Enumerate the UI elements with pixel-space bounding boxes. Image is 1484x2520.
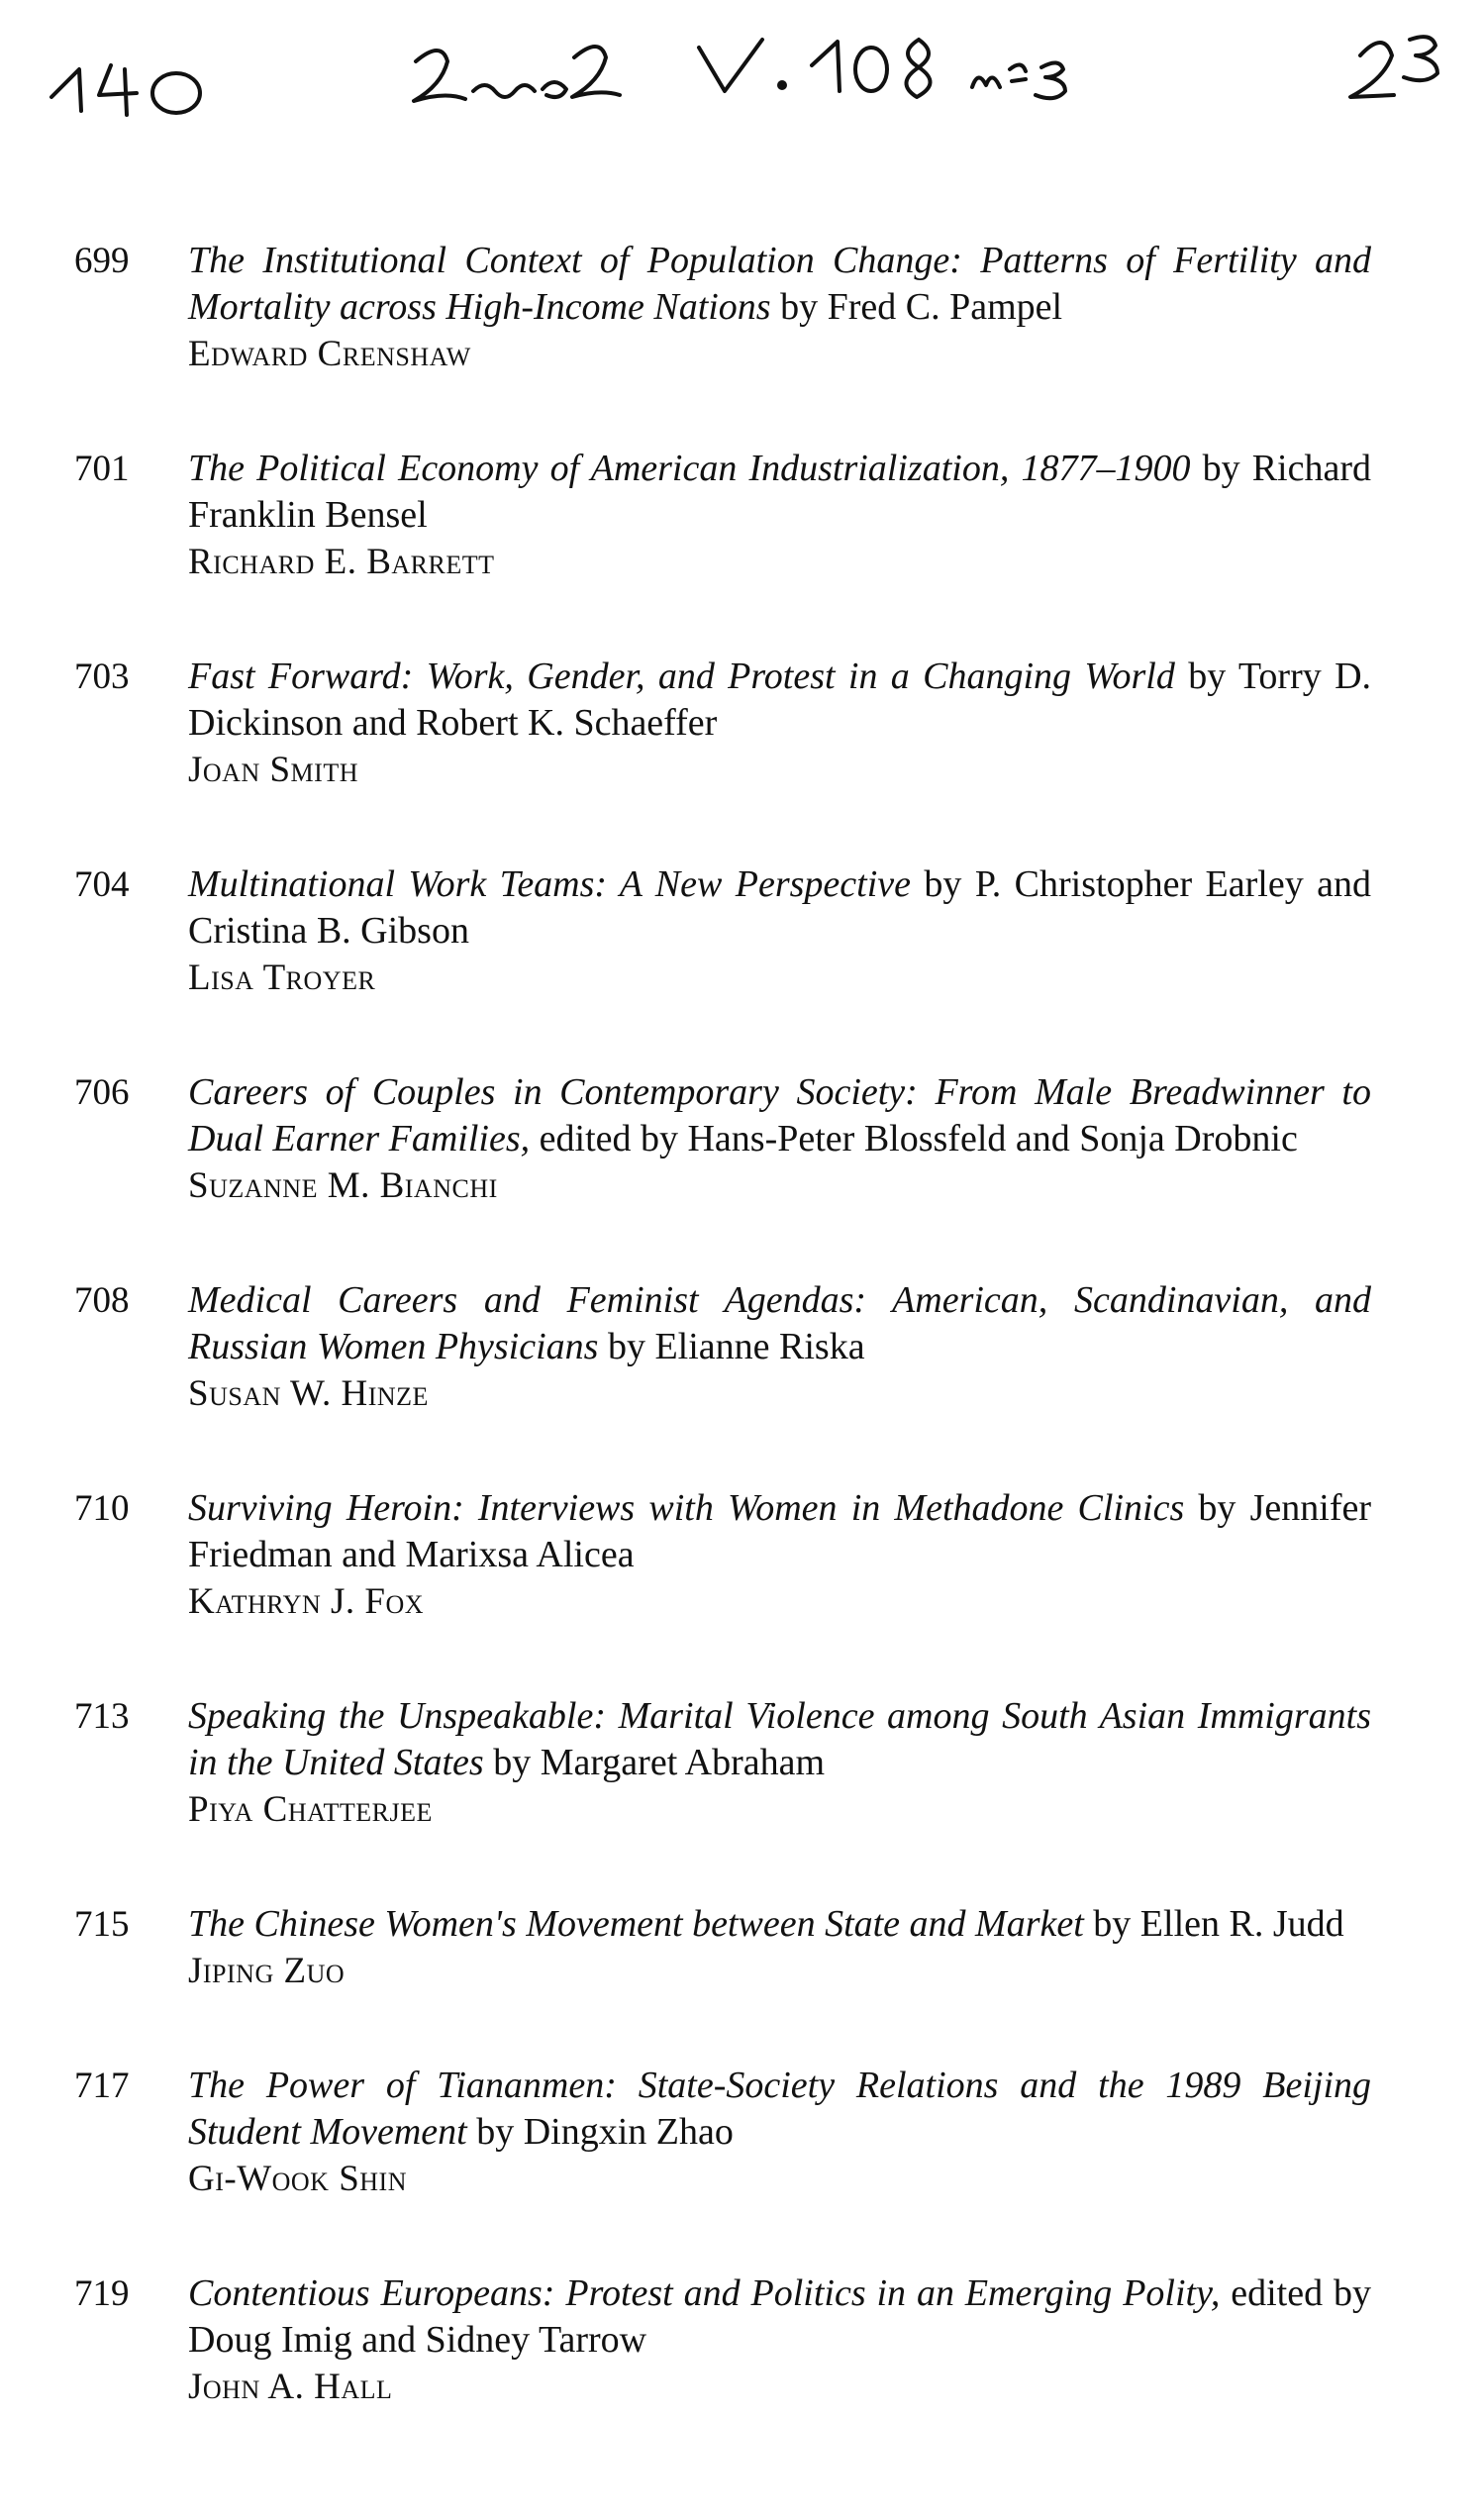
page-number: 713 (74, 1696, 130, 1737)
book-byline: by P. Christopher Earley and Cristina B. Gibson (188, 863, 1371, 952)
book-title: The Institutional Context of Population Change: Patterns of Fertility and Mortality across High-Income Nations (188, 240, 1371, 328)
entry-text (188, 1901, 1371, 1994)
page-number: 699 (74, 241, 130, 281)
page-number: 717 (74, 2066, 130, 2106)
page-number: 706 (74, 1072, 130, 1113)
entry-text (188, 861, 1371, 1001)
page-number: 719 (74, 2273, 130, 2314)
reviewer-name: Suzanne M. Bianchi (188, 1165, 498, 1206)
book-byline: by Ellen R. Judd (1083, 1903, 1344, 1945)
reviewer-name: Susan W. Hinze (188, 1373, 429, 1414)
book-byline: by Fred C. Pampel (770, 286, 1063, 328)
reviewer-name: Joan Smith (188, 750, 358, 790)
entry-text (188, 1693, 1371, 1833)
list-item (74, 1069, 1371, 1209)
handwriting-drawing (0, 0, 1484, 158)
page-number: 704 (74, 864, 130, 905)
review-list (74, 238, 1371, 2478)
page-number: 708 (74, 1280, 130, 1321)
reviewer-name: Edward Crenshaw (188, 334, 471, 374)
list-item (74, 2270, 1371, 2410)
book-byline: by Dingxin Zhao (466, 2111, 734, 2153)
reviewer-name: Gi-Wook Shin (188, 2159, 407, 2199)
book-title: Contentious Europeans: Protest and Politics in an Emerging Polity, (188, 2272, 1221, 2314)
entry-text (188, 446, 1371, 585)
list-item (74, 1693, 1371, 1833)
entry-text (188, 2063, 1371, 2202)
entry-text (188, 654, 1371, 793)
list-item (74, 861, 1371, 1001)
book-byline: edited by Hans-Peter Blossfeld and Sonja Drobnic (530, 1118, 1298, 1159)
reviewer-name: John A. Hall (188, 2367, 393, 2407)
page-number: 715 (74, 1904, 130, 1945)
list-item (74, 238, 1371, 377)
book-byline: by Margaret Abraham (483, 1742, 826, 1783)
entry-text (188, 1277, 1371, 1417)
book-title: The Chinese Women's Movement between State and Market (188, 1903, 1084, 1945)
list-item (74, 1277, 1371, 1417)
list-item (74, 1901, 1371, 1994)
book-title: Surviving Heroin: Interviews with Women in Methadone Clinics (188, 1487, 1185, 1529)
book-byline: by Jennifer Friedman and Marixsa Alicea (188, 1487, 1372, 1575)
book-title: Medical Careers and Feminist Agendas: American, Scandinavian, and Russian Women Physicians (188, 1279, 1371, 1367)
book-title: Careers of Couples in Contemporary Society: From Male Breadwinner to Dual Earner Families, (188, 1071, 1371, 1159)
list-item (74, 446, 1371, 585)
book-byline: by Torry D. Dickinson and Robert K. Schaeffer (188, 655, 1372, 744)
reviewer-name: Kathryn J. Fox (188, 1581, 425, 1622)
book-byline: by Elianne Riska (598, 1326, 865, 1367)
book-byline: by Richard Franklin Bensel (188, 448, 1371, 536)
entry-text (188, 238, 1371, 377)
entry-text (188, 1069, 1371, 1209)
reviewer-name: Richard E. Barrett (188, 542, 495, 582)
book-title: Fast Forward: Work, Gender, and Protest in a Changing World (188, 655, 1175, 697)
list-item (74, 1485, 1371, 1625)
page-number: 703 (74, 656, 130, 697)
book-title: The Political Economy of American Industrialization, 1877–1900 (188, 448, 1191, 489)
handwritten-header (0, 0, 1484, 158)
entry-text (188, 1485, 1371, 1625)
list-item (74, 2063, 1371, 2202)
page-number: 710 (74, 1488, 130, 1529)
reviewer-name: Piya Chatterjee (188, 1789, 433, 1830)
book-title: Speaking the Unspeakable: Marital Violence among South Asian Immigrants in the United States (188, 1695, 1371, 1783)
reviewer-name: Jiping Zuo (188, 1951, 346, 1991)
reviewer-name: Lisa Troyer (188, 958, 376, 998)
book-title: Multinational Work Teams: A New Perspective (188, 863, 911, 905)
book-title: The Power of Tiananmen: State-Society Relations and the 1989 Beijing Student Movement (188, 2065, 1371, 2153)
list-item (74, 654, 1371, 793)
entry-text (188, 2270, 1371, 2410)
page-number: 701 (74, 449, 130, 489)
book-byline: edited by Doug Imig and Sidney Tarrow (188, 2272, 1371, 2361)
